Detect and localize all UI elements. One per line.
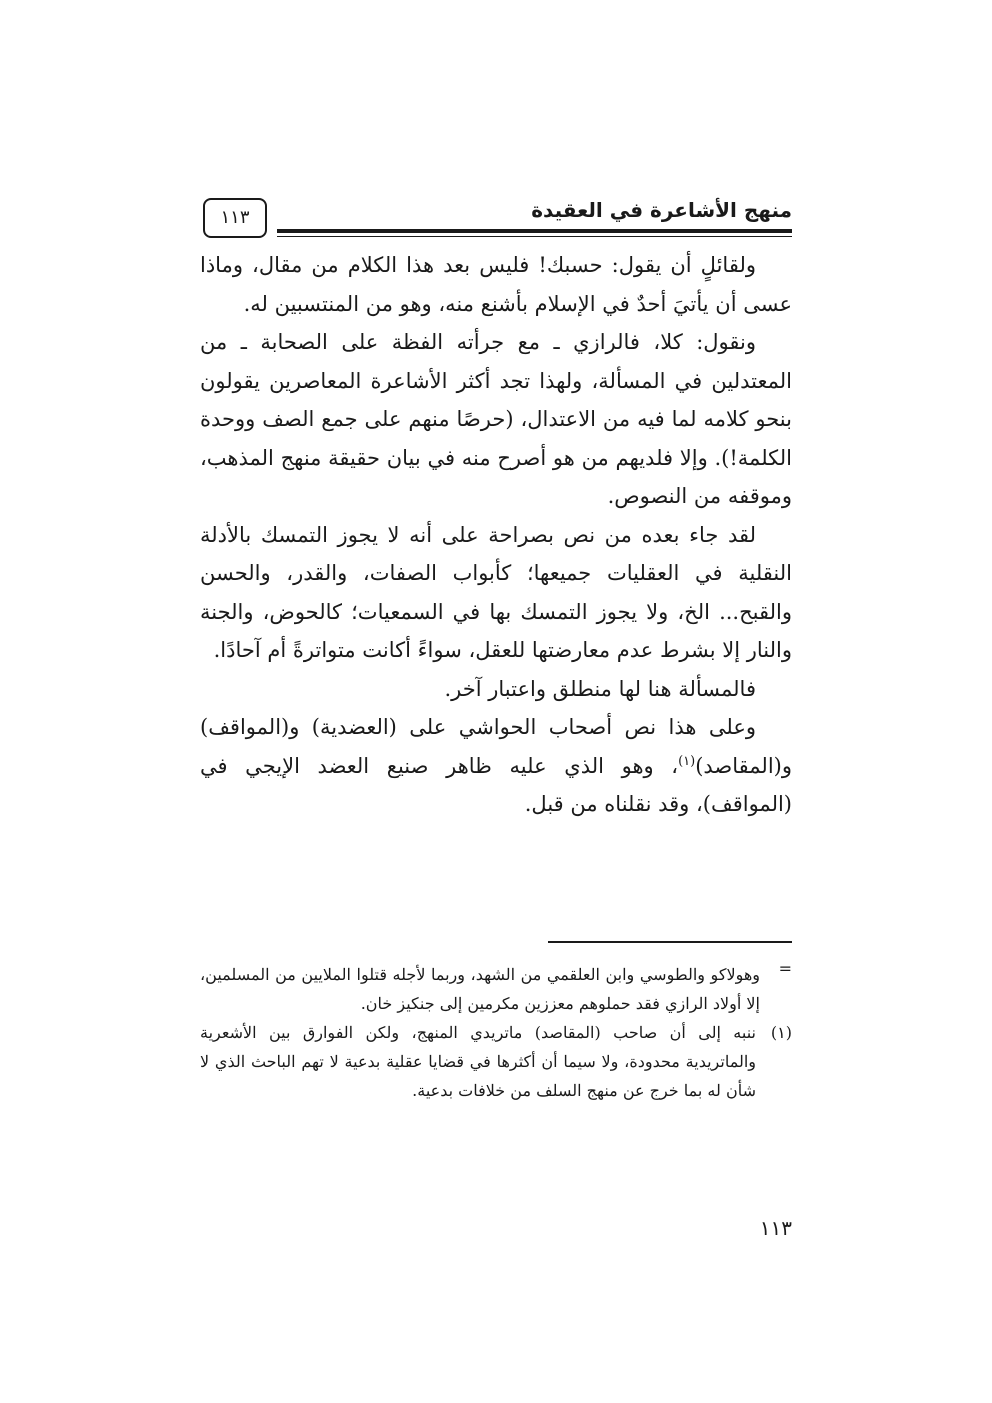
- paragraph-5-end: ، وهو الذي عليه ظاهر صنيع العضد الإيجي في (المواقف)، وقد نقلناه من قبل.: [200, 753, 792, 816]
- paragraph-4: فالمسألة هنا لها منطلق واعتبار آخر.: [444, 676, 756, 701]
- paragraph-5: [200, 708, 792, 824]
- paragraph-5-start: وعلى هذا نص أصحاب الحواشي على (العضدية) و(المواقف) و(المقاصد): [200, 715, 792, 778]
- paragraph-1: ولقائلٍ أن يقول: حسبك! فليس بعد هذا الكلام من مقال، وماذا عسى أن يأتيَ أحدٌ في الإسلام بأشنع منه، وهو من المنتسبين له.: [200, 253, 792, 316]
- footnote-continuation: [200, 960, 792, 1018]
- footnotes: [200, 960, 792, 1105]
- header-rule-thick: [277, 229, 792, 233]
- footnote-separator: [548, 941, 792, 943]
- header-rule-thin: [277, 236, 792, 237]
- footnote-continuation-text: وهولاكو والطوسي وابن العلقمي من الشهد، وربما لأجله قتلوا الملايين من المسلمين، إلا أولاد الرازي فقد حملوهم معززين مكرمين إلى جنكيز خان.: [200, 965, 760, 1013]
- footnote-1: [200, 1018, 792, 1105]
- paragraph-2: ونقول: كلا، فالرازي ـ مع جرأته الفظة على الصحابة ـ من المعتدلين في المسألة، ولهذا تجد أكثر الأشاعرة المعاصرين يقولون بنحو كلامه لما فيه من الاعتدال، (حرصًا منهم على جمع الصف ووحدة الكلمة!). وإلا فلديهم من هو أصرح منه في بيان حقيقة منهج المذهب، وموقفه من النصوص.: [200, 330, 792, 508]
- main-text: [200, 246, 792, 824]
- running-header-title: منهج الأشاعرة في العقيدة: [531, 198, 792, 222]
- continuation-mark: =: [778, 959, 792, 978]
- footer-page-number: ١١٣: [759, 1216, 792, 1240]
- footnote-reference: (١): [678, 753, 696, 769]
- footnote-1-text: ننبه إلى أن صاحب (المقاصد) ماتريدي المنهج، ولكن الفوارق بين الأشعرية والماتريدية محدودة، ولا سيما أن أكثرها في قضايا عقلية بدعية لا تهم الباحث الذي لا شأن له بما خرج عن منهج السلف من خلافات بدعية.: [200, 1023, 756, 1100]
- footnote-1-number: (١): [770, 1023, 792, 1042]
- paragraph-3: لقد جاء بعده من نص بصراحة على أنه لا يجوز التمسك بالأدلة النقلية في العقليات جميعها؛ كأبواب الصفات، والقدر، والحسن والقبح... الخ، ولا يجوز التمسك بها في السمعيات؛ كالحوض، والجنة والنار إلا بشرط عدم معارضتها للعقل، سواءً أكانت متواترةً أم آحادًا.: [200, 522, 792, 662]
- header-page-number: ١١٣: [203, 198, 267, 238]
